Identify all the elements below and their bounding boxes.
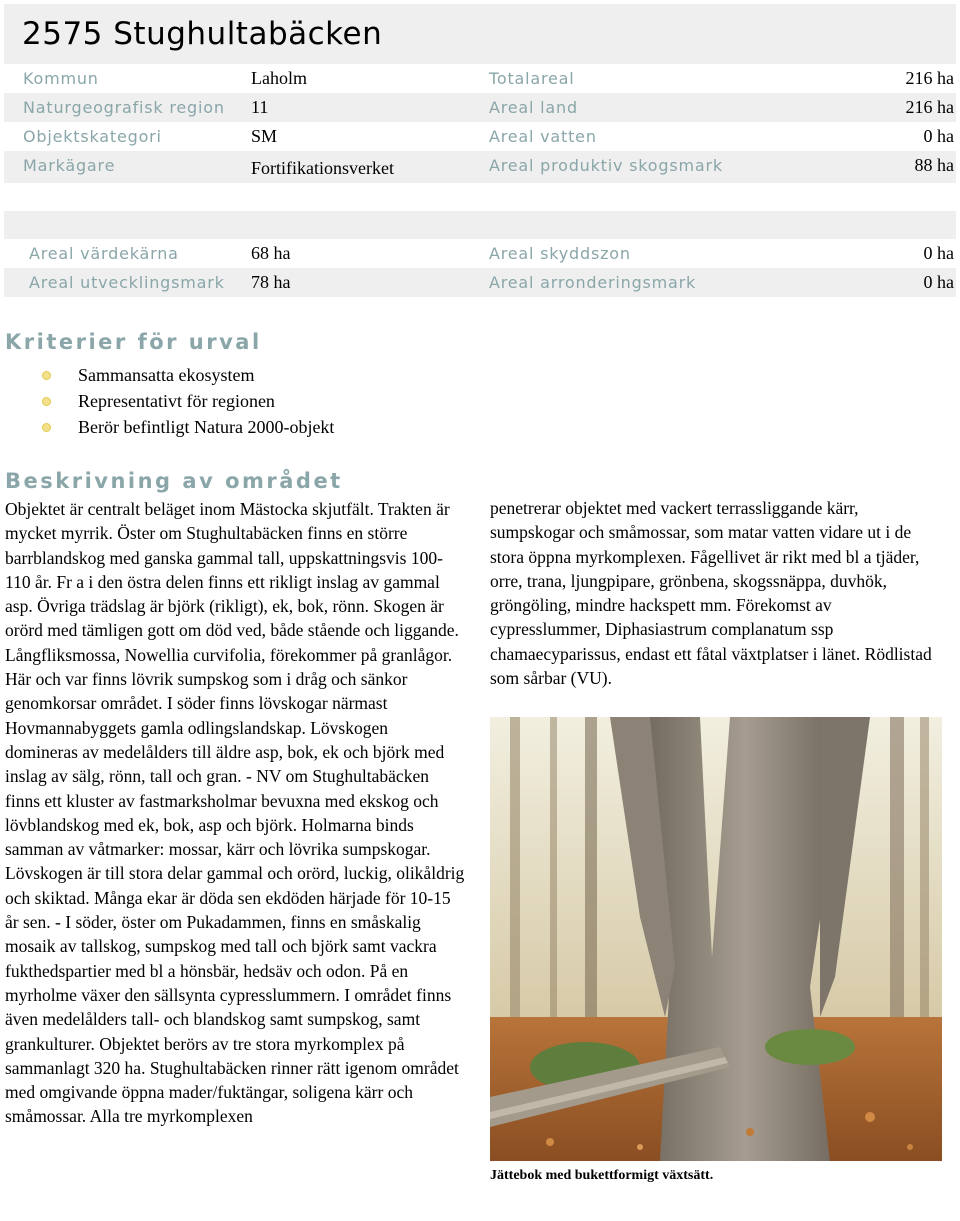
info-row-category: [4, 122, 956, 151]
criteria-heading: Kriterier för urval: [5, 330, 262, 354]
bullet-icon: [42, 371, 51, 380]
photo-caption: Jättebok med bukettformigt växtsätt.: [490, 1168, 714, 1183]
area-label: Areal utvecklingsmark: [29, 273, 225, 292]
area-value: 0 ha: [923, 272, 954, 292]
info-row-owner: [4, 151, 956, 183]
criteria-list: [0, 362, 334, 440]
description-text-right: penetrerar objektet med vackert terrassliggande kärr, sumpskogar och småmossar, som matar vatten vidare ut i de stora öppna myrkomplexen. Fågellivet är rikt med bl a tjäder, orre, trana, ljungpipare, grönbena, skogssnäppa, duvhök, gröngöling, mindre hackspett mm. Förekomst av cypresslummer, Diphasiastrum complanatum ssp chamaecyparissus, endast ett fåtal växtplatser i länet. Rödlistad som sårbar (VU).: [490, 498, 932, 689]
area-label: Areal värdekärna: [29, 244, 179, 263]
info-value: Laholm: [251, 68, 307, 88]
area-row-core: [4, 239, 956, 268]
beech-tree-illustration: [490, 717, 942, 1161]
info-label: Areal vatten: [489, 127, 597, 146]
info-value: 216 ha: [905, 68, 954, 88]
criteria-item: [0, 362, 334, 388]
info-value: 88 ha: [914, 155, 954, 175]
beech-tree-photo: [490, 717, 942, 1161]
page-title: 2575 Stughultabäcken: [22, 16, 383, 52]
info-label: Naturgeografisk region: [23, 98, 225, 117]
info-value: 216 ha: [905, 97, 954, 117]
info-label: Areal produktiv skogsmark: [489, 156, 723, 175]
criteria-item: [0, 414, 334, 440]
area-value: 78 ha: [251, 272, 291, 292]
bullet-icon: [42, 423, 51, 432]
info-value: 0 ha: [923, 126, 954, 146]
area-row-development: [4, 268, 956, 297]
area-label: Areal skyddszon: [489, 244, 631, 263]
criteria-item-text: Representativt för regionen: [78, 391, 275, 411]
area-value: 0 ha: [923, 243, 954, 263]
info-row-region: [4, 93, 956, 122]
criteria-item-text: Sammansatta ekosystem: [78, 365, 255, 385]
info-label: Kommun: [23, 69, 99, 88]
info-label: Areal land: [489, 98, 578, 117]
description-heading: Beskrivning av området: [5, 469, 343, 493]
description-text-left: Objektet är centralt beläget inom Mästocka skjutfält. Trakten är mycket myrrik. Öster om Stughultabäcken finns en större barrblandskog med ganska gammal tall, uppskattningsvis 100-110 år. Fr a i den östra delen finns ett rikligt inslag av gammal asp. Övriga trädslag är björk (rikligt), ek, bok, rönn. Skogen är orörd med tämligen gott om död ved, både stående och liggande. Långfliksmossa, Nowellia curvifolia, förekommer på granlågor. Här och var finns lövrik sumpskog som i dråg och sänkor genomkorsar området. I söder finns lövskogar närmast Hovmannabyggets gamla odlingslandskap. Lövskogen domineras av medelålders till äldre asp, bok, ek och björk med inslag av sälg, rönn, tall och gran. - NV om Stughultabäcken finns ett kluster av fastmarksholmar bevuxna med ekskog och lövblandskog med ek, bok, asp och björk. Holmarna binds samman av våtmarker: mossar, kärr och lövrika sumpskogar. Lövskogen är till stora delar gammal och orörd, luckig, olikåldrig och skiktad. Många ekar är döda sen ekdöden härjade för 10-15 år sen. - I söder, öster om Pukadammen, finns en småskalig mosaik av tallskog, sumpskog med tall och björk samt vackra fukthedspartier med bl a hönsbär, hedsäv och odon. På en myrholme växer den sällsynta cypresslummern. I området finns även medelålders tall- och blandskog samt sumpskog, samt grankulturer. Objektet berörs av tre stora myrkomplex på sammanlagt 320 ha. Stughultabäcken rinner rätt igenom området med omgivande öppna mader/fuktängar, soligena kärr och småmossar. Alla tre myrkomplexen: [5, 499, 465, 1127]
info-label: Objektskategori: [23, 127, 162, 146]
separator-band: [4, 211, 956, 239]
info-value: SM: [251, 126, 278, 146]
info-row-kommun: [4, 64, 956, 93]
info-value: 11: [251, 97, 269, 117]
info-value: Fortifikationsverket: [251, 158, 394, 178]
area-value: 68 ha: [251, 243, 291, 263]
info-label: Markägare: [23, 156, 116, 175]
info-label: Totalareal: [489, 69, 575, 88]
area-label: Areal arronderingsmark: [489, 273, 697, 292]
bullet-icon: [42, 397, 51, 406]
criteria-item: [0, 388, 334, 414]
criteria-item-text: Berör befintligt Natura 2000-objekt: [78, 417, 335, 437]
